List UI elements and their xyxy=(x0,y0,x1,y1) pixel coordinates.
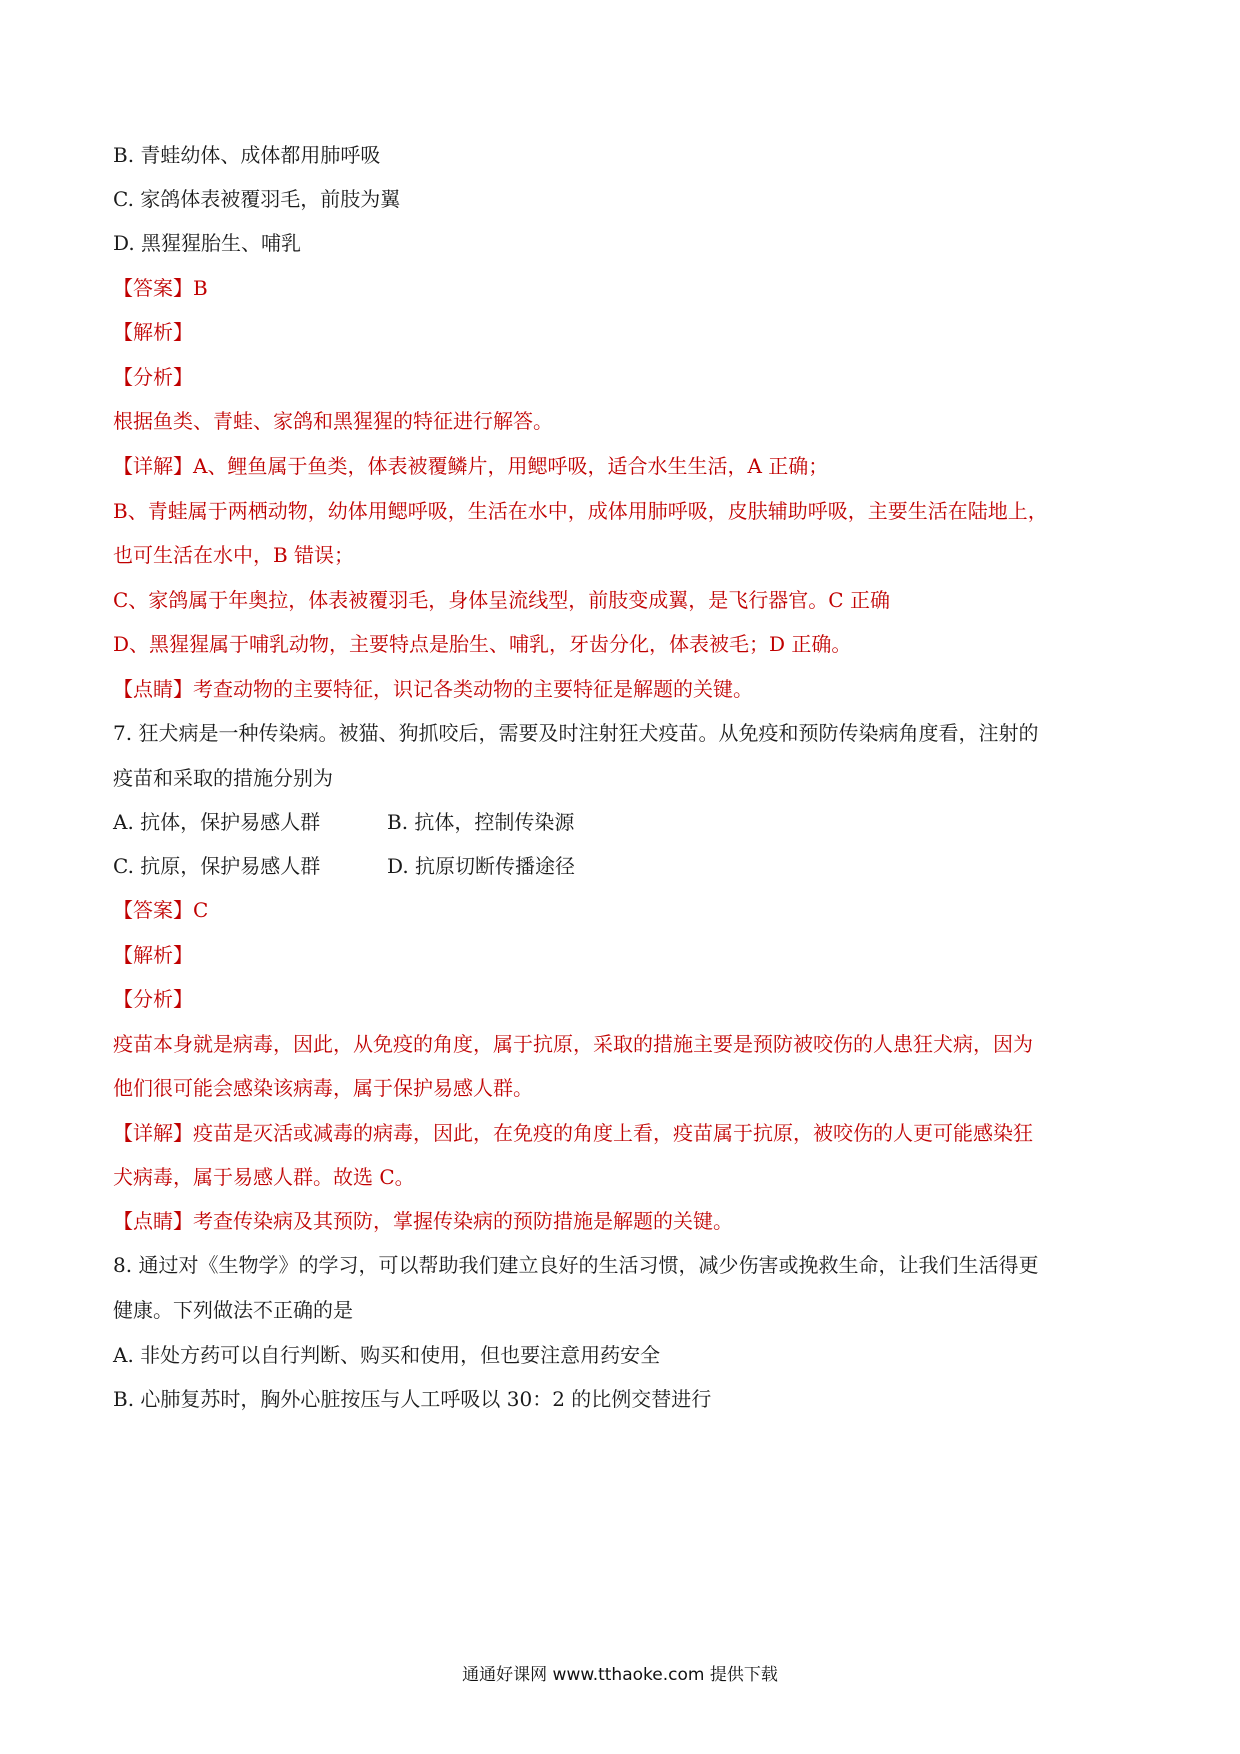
q7-answer xyxy=(113,896,1130,924)
page-footer: 通通好课网 www.tthaoke.com 提供下载 xyxy=(462,1665,778,1685)
q7-options-cd xyxy=(113,852,1130,880)
q7-option-c: C. 抗原，保护易感人群 xyxy=(113,854,321,878)
q7-stem-2: 疫苗和采取的措施分别为 xyxy=(113,766,333,790)
q7-option-d: D. 抗原切断传播途径 xyxy=(387,854,576,878)
answer-tag: 【答案】 xyxy=(113,276,193,300)
answer-value: C xyxy=(193,898,209,922)
q6-detail-3: C、家鸽属于年奥拉，体表被覆羽毛，身体呈流线型，前肢变成翼，是飞行器官。C 正确 xyxy=(113,588,890,612)
q6-fenxi: 根据鱼类、青蛙、家鸽和黑猩猩的特征进行解答。 xyxy=(113,409,553,433)
answer-value: B xyxy=(193,276,208,300)
q7-fenxi-1: 疫苗本身就是病毒，因此，从免疫的角度，属于抗原，采取的措施主要是预防被咬伤的人患狂犬病，因为 xyxy=(113,1032,1033,1056)
q7-jiexi-tag: 【解析】 xyxy=(113,943,193,967)
q6-dianjing: 【点睛】考查动物的主要特征，识记各类动物的主要特征是解题的关键。 xyxy=(113,677,753,701)
q6-detail-4: D、黑猩猩属于哺乳动物，主要特点是胎生、哺乳，牙齿分化，体表被毛；D 正确。 xyxy=(113,632,852,656)
q8-stem-1: 8. 通过对《生物学》的学习，可以帮助我们建立良好的生活习惯，减少伤害或挽救生命，让我们生活得更 xyxy=(113,1253,1039,1277)
q7-detail-2: 犬病毒，属于易感人群。故选 C。 xyxy=(113,1165,415,1189)
q7-fenxi-2: 他们很可能会感染该病毒，属于保护易感人群。 xyxy=(113,1076,533,1100)
detail-tag: 【详解】 xyxy=(113,454,193,478)
q8-option-b: B. 心肺复苏时，胸外心脏按压与人工呼吸以 30：2 的比例交替进行 xyxy=(113,1387,712,1411)
dianjing-tag: 【点睛】 xyxy=(113,677,193,701)
q6-answer xyxy=(113,274,1130,302)
q6-option-b: B. 青蛙幼体、成体都用肺呼吸 xyxy=(113,143,381,167)
q6-detail-1: 【详解】A、鲤鱼属于鱼类，体表被覆鳞片，用鳃呼吸，适合水生生活，A 正确； xyxy=(113,454,829,478)
detail-tag: 【详解】 xyxy=(113,1121,193,1145)
q6-fenxi-tag: 【分析】 xyxy=(113,365,193,389)
q7-fenxi-tag: 【分析】 xyxy=(113,987,193,1011)
q7-options-ab xyxy=(113,808,1130,836)
q6-detail-2a: B、青蛙属于两栖动物，幼体用鳃呼吸，生活在水中，成体用肺呼吸，皮肤辅助呼吸，主要生活在陆地上， xyxy=(113,499,1048,523)
q6-option-c: C. 家鸽体表被覆羽毛，前肢为翼 xyxy=(113,187,401,211)
q7-stem-1: 7. 狂犬病是一种传染病。被猫、狗抓咬后，需要及时注射狂犬疫苗。从免疫和预防传染病角度看，注射的 xyxy=(113,721,1039,745)
q6-jiexi-tag: 【解析】 xyxy=(113,320,193,344)
q7-detail-1: 【详解】疫苗是灭活或减毒的病毒，因此，在免疫的角度上看，疫苗属于抗原，被咬伤的人更可能感染狂 xyxy=(113,1121,1033,1145)
q6-detail-2b: 也可生活在水中，B 错误； xyxy=(113,543,355,567)
q8-option-a: A. 非处方药可以自行判断、购买和使用，但也要注意用药安全 xyxy=(113,1343,661,1367)
q7-dianjing: 【点睛】考查传染病及其预防，掌握传染病的预防措施是解题的关键。 xyxy=(113,1209,733,1233)
q7-option-b: B. 抗体，控制传染源 xyxy=(387,810,575,834)
q7-option-a: A. 抗体，保护易感人群 xyxy=(113,810,321,834)
dianjing-tag: 【点睛】 xyxy=(113,1209,193,1233)
q6-option-d: D. 黑猩猩胎生、哺乳 xyxy=(113,231,302,255)
q8-stem-2: 健康。下列做法不正确的是 xyxy=(113,1298,353,1322)
answer-tag: 【答案】 xyxy=(113,898,193,922)
